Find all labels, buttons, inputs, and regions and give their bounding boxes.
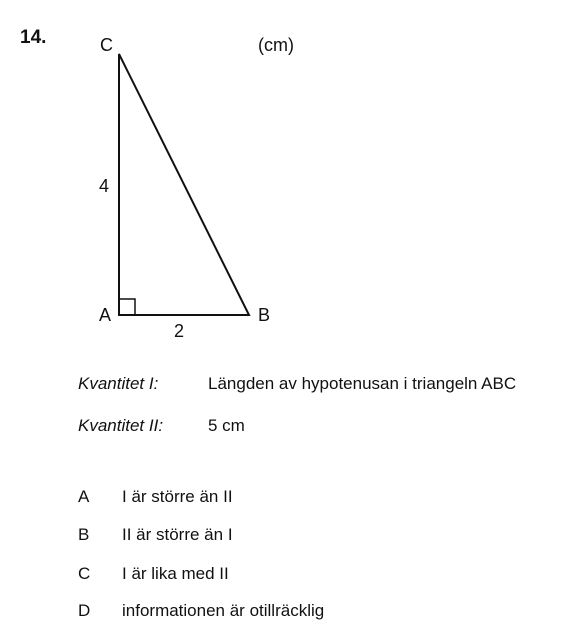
option-a[interactable] xyxy=(78,487,233,507)
side-ab-length: 2 xyxy=(174,321,185,341)
question-number: 14. xyxy=(20,27,47,48)
option-d[interactable] xyxy=(78,601,324,621)
unit-label: (cm) xyxy=(258,35,294,55)
option-c-text: I är lika med II xyxy=(122,564,229,583)
vertex-c-label: C xyxy=(100,35,113,55)
quantity-1-value: Längden av hypotenusan i triangeln ABC xyxy=(208,374,517,393)
option-c-letter: C xyxy=(78,564,91,583)
quantity-2-value: 5 cm xyxy=(208,416,245,435)
quantity-2 xyxy=(78,416,245,436)
quantity-2-label: Kvantitet II: xyxy=(78,416,164,435)
option-a-letter: A xyxy=(78,487,90,506)
option-b-letter: B xyxy=(78,525,90,544)
option-a-text: I är större än II xyxy=(122,487,233,506)
quantity-1 xyxy=(78,374,516,394)
option-c[interactable] xyxy=(78,564,229,584)
option-d-text: informationen är otillräcklig xyxy=(122,601,325,620)
quantity-1-label: Kvantitet I: xyxy=(78,374,159,393)
option-b-text: II är större än I xyxy=(122,525,233,544)
option-b[interactable] xyxy=(78,525,233,545)
vertex-b-label: B xyxy=(258,305,271,325)
side-ac-length: 4 xyxy=(99,176,110,196)
right-angle-marker xyxy=(119,299,135,315)
option-d-letter: D xyxy=(78,601,91,620)
vertex-a-label: A xyxy=(99,305,112,325)
triangle-abc xyxy=(119,54,249,315)
